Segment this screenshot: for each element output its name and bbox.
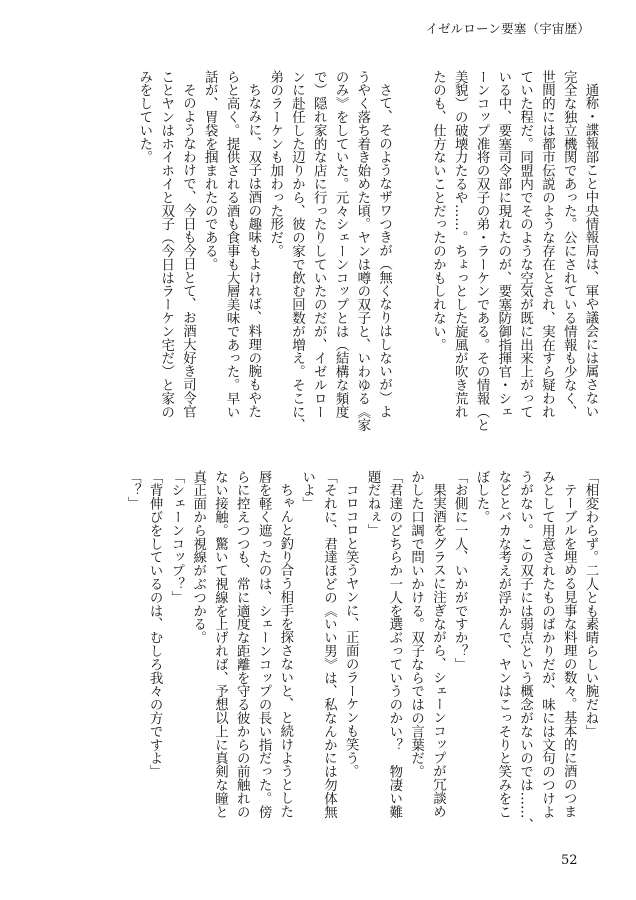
text-line: 「相変わらず。二人とも素晴らしい腕だね」 [583,470,598,738]
text-line: そのようなわけで、今日も今日とて、お酒大好き司令官 [180,83,196,419]
text-line: で）隠れ家的な店に行ったりしていたのだが、イゼルロー [311,70,327,419]
text-line: 弟のラーケンも加わった形だ。 [267,70,283,258]
text-line: いる中、要塞司令部に現れたのが、要塞防御指揮官・シェ [495,70,511,419]
text-line: かした口調で問いかける。双子ならではの言葉だ。 [408,470,424,779]
text-line: 題だねぇ」 [365,470,381,537]
text-line: 話が、胃袋を掴まれたのである。 [202,70,218,271]
text-line: などとバカな考えが浮かんで、ヤンはこっそりと笑みをこ [495,470,511,819]
text-line: ことヤンはホイホイと双子（今日はラーケン宅だ）と家の [158,70,174,419]
text-line: たのも、仕方ないことだったのかもしれない。 [430,70,446,352]
text-line: ちなみに、双子は酒の趣味もよければ、料理の腕もやた [245,83,261,419]
text-line: ーンコップ准将の双子の弟・ラーケンである。その情報（と [474,70,490,432]
text-line: ない接触。驚いて視線を上げれば、予想以上に真剣な瞳と [212,470,228,819]
dialogue-paragraph [143,470,165,820]
paragraph [264,70,395,432]
blank-line [395,70,427,420]
text-line: 「シェーンコップ？」 [168,470,184,604]
text-line: 「背伸びをしているのは、むしろ我々の方ですよ」 [147,470,163,779]
dialogue-paragraph [579,470,601,820]
text-line: みとして用意されたものばかりだが、味には文句のつけよ [539,470,555,819]
text-line: みをしていた。 [136,70,152,164]
body-text-bottom [121,470,601,832]
text-line: いよ」 [299,470,315,511]
text-line: 「？」 [125,470,141,511]
text-line: うやく落ち着き始めた頃。ヤンは噂の双子と、いわゆる《家 [354,70,370,432]
text-line: 唇を軽く遮ったのは、シェーンコップの長い指だった。傍 [256,470,272,819]
text-line: テーブルを埋める見事な料理の数々。基本的に酒のつま [561,483,577,819]
paragraph [133,70,198,420]
text-line: 美貌）の破壊力たるや……。ちょっとした旋風が吹き荒れ [452,70,468,419]
text-line: 真正面から視線がぶつかる。 [190,470,206,645]
text-line: のみ》をしていた。元々シェーンコップとは（結構な頻度 [333,70,349,419]
paragraph [198,70,263,420]
dialogue-paragraph [296,470,340,820]
dialogue-paragraph [361,470,405,820]
text-line: 完全な独立機関であった。公にされている情報も少なく、 [561,70,577,419]
running-header: イゼルローン要塞（宇宙歴） [425,21,590,36]
text-line: 「お側に一人、いかがですか？」 [452,470,468,671]
text-line: コロコロと笑うヤンに、正面のラーケンも笑う。 [343,483,359,779]
text-line: らに控えつつも、常に適度な距離を守る彼からの前触れの [234,470,250,819]
text-line: ちゃんと釣り合う相手を探さないと、と続けようとした [277,483,293,819]
text-line: 「それに、君達ほどの《いい男》は、私なんかには勿体無 [321,470,337,819]
text-line: ンに赴任した辺りから、彼の家で飲む回数が増え。そこに、 [289,70,305,432]
dialogue-paragraph [121,470,143,820]
text-line: 「君達のどちらか一人を選ぶっていうのかい？ 物凄い難 [386,470,402,819]
page-number: 52 [561,853,578,868]
paragraph [339,470,361,820]
paragraph [187,470,296,820]
text-line: うがない。この双子には弱点という概念がないのでは……、 [517,470,533,832]
body-text-top [133,70,601,432]
text-line: らと高く。提供される酒も食事も大層美味であった。早い [224,70,240,419]
dialogue-paragraph [165,470,187,820]
paragraph [470,470,579,832]
dialogue-paragraph [448,470,470,820]
paragraph [405,470,449,820]
paragraph [427,70,601,432]
text-line: 世間的には都市伝説のような存在とされ、実在すら疑われ [539,70,555,419]
text-line: 果実酒をグラスに注ぎながら、シェーンコップが冗談め [430,483,446,819]
text-line: ていた程だ。同盟内でそのような空気が既に出来上がって [517,70,533,419]
text-line: 通称・諜報部こと中央情報局は、軍や議会には属さない [583,83,598,419]
text-line: ぼした。 [474,470,490,524]
text-line: さて、そのようなザワつきが（無くなりはしないが）よ [376,83,392,419]
